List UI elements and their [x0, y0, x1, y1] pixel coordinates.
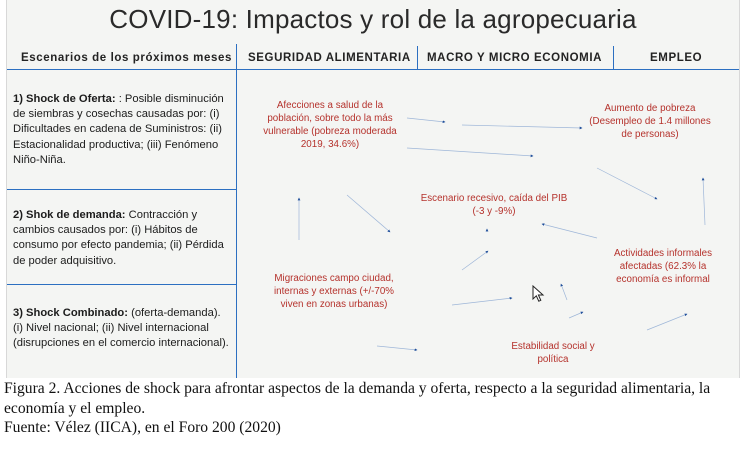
header-employment: EMPLEO — [650, 52, 703, 64]
impact-health: Afecciones a salud de la población, sobre todo la más vulnerable (pobreza moderada 2019, 34.6%) — [263, 100, 397, 150]
arrow-line — [347, 195, 390, 232]
scenario-title: 2) Shok de demanda: — [13, 209, 126, 221]
arrow-line — [407, 118, 445, 122]
impact-recession: Escenario recesivo, caída del PIB (-3 y -9%) — [420, 193, 568, 217]
impact-migration: Migraciones campo ciudad, internas y externas (+/-70% viven en zonas urbanas) — [273, 273, 395, 310]
arrow-line — [462, 251, 488, 270]
impact-poverty: Aumento de pobreza (Desempleo de 1.4 millones de personas) — [589, 103, 711, 140]
figure-caption — [4, 379, 742, 438]
scenario-text: Contracción y cambios causados por: (i) Hábitos de consumo por efecto pandemia; (ii) Pérdida de poder adquisitivo. — [13, 209, 224, 267]
mouse-cursor-icon — [532, 285, 546, 303]
arrow-line — [542, 224, 597, 238]
arrow-line — [452, 298, 512, 305]
header-scenarios: Escenarios de los próximos meses — [21, 52, 232, 64]
scenario-text: (oferta-demanda). (i) Nivel nacional; (ii) Nivel internacional (disrupciones en el comercio internacional). — [13, 307, 229, 350]
arrow-line — [569, 312, 583, 318]
impact-informal: Actividades informales afectadas (62.3% la economía es informal — [613, 248, 712, 285]
arrow-line — [377, 346, 417, 350]
arrow-line — [561, 284, 567, 300]
figure-caption-text: Figura 2. Acciones de shock para afrontar aspectos de la demanda y oferta, respecto a la seguridad alimentaria, la economía y el empleo. — [4, 380, 711, 417]
arrow-line — [597, 168, 657, 199]
arrow-lines — [299, 118, 705, 350]
scenario-title: 1) Shock de Oferta: — [13, 93, 116, 105]
figure-source: Fuente: Vélez (IICA), en el Foro 200 (2020) — [4, 419, 281, 436]
slide-title: COVID-19: Impactos y rol de la agropecuaria — [109, 4, 637, 34]
arrow-line — [462, 125, 582, 128]
scenario-text: : Posible disminución de siembras y cosechas causadas por: (i) Dificultades en cadena de Suministros: (ii) Estacionalidad productiva; (iii) Fenómeno Niño-Niña. — [13, 93, 224, 166]
slide — [6, 0, 740, 378]
arrow-line — [647, 314, 687, 330]
arrow-line — [703, 178, 705, 225]
arrow-line — [407, 148, 533, 156]
scenario-title: 3) Shock Combinado: — [13, 307, 128, 319]
header-food-security: SEGURIDAD ALIMENTARIA — [248, 52, 411, 64]
impact-stability: Estabilidad social y política — [511, 341, 595, 365]
header-macro-micro: MACRO Y MICRO ECONOMIA — [427, 52, 603, 64]
connector-arrows — [7, 0, 739, 378]
